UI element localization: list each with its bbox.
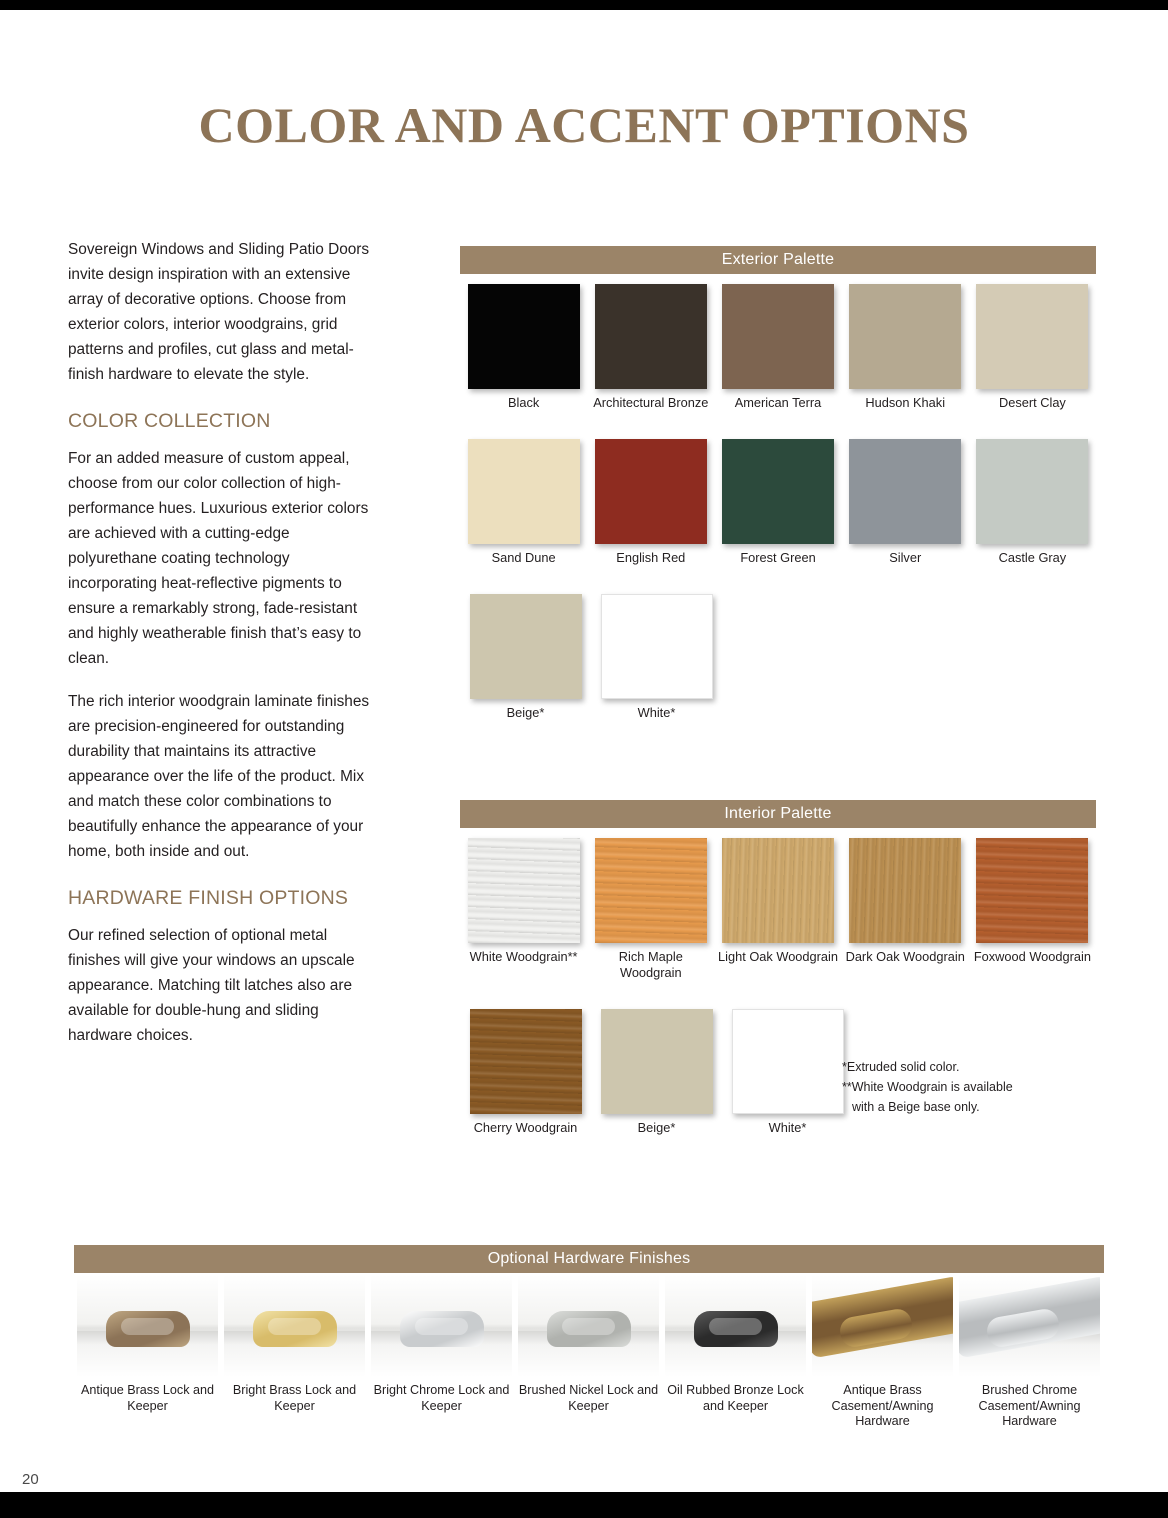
color-swatch[interactable] [601,1009,713,1114]
swatch-cell[interactable] [587,838,714,981]
hardware-finish-item[interactable] [809,1275,956,1430]
row-spacer [460,411,1096,429]
swatch-label: White Woodgrain** [469,949,578,964]
left-text-column [68,238,380,1067]
swatch-label: Sand Dune [491,549,556,565]
hardware-finish-heading: HARDWARE FINISH OPTIONS [68,886,349,909]
exterior-palette-title: Exterior Palette [460,246,1096,274]
hardware-finish-label: Antique Brass Lock and Keeper [80,1383,214,1413]
color-swatch[interactable] [849,439,961,544]
color-swatch[interactable] [470,594,582,699]
swatch-label: Forest Green [740,549,816,565]
swatch-label: Silver [889,549,922,565]
bottom-black-bar [0,1492,1168,1518]
swatch-cell[interactable] [714,284,841,411]
color-swatch[interactable] [976,838,1088,943]
swatch-cell[interactable] [460,284,587,411]
exterior-palette-panel [460,246,1096,739]
row-spacer [460,566,1096,584]
swatch-cell[interactable] [714,439,841,566]
lock-and-keeper [106,1311,190,1347]
swatch-row [460,838,1096,981]
swatch-label: Foxwood Woodgrain [973,949,1091,964]
swatch-label: Cherry Woodgrain [473,1119,578,1135]
swatch-cell[interactable] [460,1009,591,1136]
hardware-finish-paragraph: Our refined selection of optional metal finishes will give your windows an upscale appearance. Matching tilt latches also are available for double-hung and sliding hardware choices. [68,927,355,1044]
swatch-row [460,594,1096,721]
swatch-cell[interactable] [591,594,722,721]
swatch-label: Beige* [637,1119,676,1135]
swatch-cell[interactable] [842,838,969,981]
hardware-finish-image [224,1275,365,1377]
row-spacer [460,721,1096,739]
intro-paragraph: Sovereign Windows and Sliding Patio Doors invite design inspiration with an extensive array of decorative options. Choose from exterior colors, interior woodgrains, grid patterns and profiles, cut glass and metal-finish hardware to elevate the style. [68,241,370,383]
swatch-cell[interactable] [460,594,591,721]
swatch-label: Beige* [506,704,545,720]
color-swatch[interactable] [468,439,580,544]
hardware-finish-image [665,1275,806,1377]
palette-footnotes [842,1058,1072,1118]
row-spacer [460,1136,1096,1154]
hardware-finish-label: Brushed Nickel Lock and Keeper [518,1383,659,1413]
swatch-label: English Red [616,549,686,565]
color-swatch[interactable] [732,1009,844,1114]
swatch-label: Black [507,395,540,410]
interior-palette-title: Interior Palette [460,800,1096,828]
hardware-panel [74,1245,1104,1430]
color-swatch[interactable] [468,838,580,943]
swatch-cell[interactable] [460,439,587,566]
hardware-finish-image [518,1275,659,1377]
swatch-label: Dark Oak Woodgrain [845,949,965,964]
color-swatch[interactable] [595,838,707,943]
hardware-finish-label: Oil Rubbed Bronze Lock and Keeper [667,1383,804,1413]
swatch-row [460,439,1096,566]
hardware-finish-item[interactable] [515,1275,662,1430]
color-swatch[interactable] [849,284,961,389]
swatch-label: American Terra [734,395,822,410]
swatch-cell[interactable] [591,1009,722,1136]
hardware-finish-label: Bright Chrome Lock and Keeper [373,1383,510,1413]
color-swatch[interactable] [601,594,713,699]
hardware-finish-image [371,1275,512,1377]
color-swatch[interactable] [595,439,707,544]
swatch-cell[interactable] [714,838,841,981]
hardware-finish-image [812,1275,953,1377]
swatch-cell[interactable] [587,439,714,566]
hardware-panel-title: Optional Hardware Finishes [74,1245,1104,1273]
swatch-cell[interactable] [842,284,969,411]
swatch-cell[interactable] [842,439,969,566]
hardware-finish-item[interactable] [221,1275,368,1430]
hardware-finish-label: Brushed Chrome Casement/Awning Hardware [978,1383,1081,1429]
hardware-finish-item[interactable] [662,1275,809,1430]
color-swatch[interactable] [595,284,707,389]
hardware-finish-label: Bright Brass Lock and Keeper [232,1383,357,1413]
top-black-bar [0,0,1168,10]
color-collection-heading: COLOR COLLECTION [68,409,271,432]
swatch-label: Light Oak Woodgrain [718,949,838,964]
hardware-finish-image [959,1275,1100,1377]
lock-and-keeper [547,1311,631,1347]
hardware-finish-label: Antique Brass Casement/Awning Hardware [831,1383,934,1429]
color-swatch[interactable] [976,284,1088,389]
color-swatch[interactable] [849,838,961,943]
footnote-1: *Extruded solid color. [842,1060,960,1074]
swatch-cell[interactable] [969,284,1096,411]
swatch-label: White* [768,1119,807,1135]
swatch-label: Rich Maple Woodgrain [618,949,683,980]
color-swatch[interactable] [468,284,580,389]
hardware-finish-item[interactable] [956,1275,1103,1430]
page-number: 20 [22,1471,39,1488]
swatch-label: Castle Gray [998,549,1067,565]
hardware-finish-image [77,1275,218,1377]
swatch-cell[interactable] [587,284,714,411]
color-swatch[interactable] [722,838,834,943]
color-collection-paragraph-1: For an added measure of custom appeal, choose from our color collection of high-performance hues. Luxurious exterior colors are achieved with a cutting-edge polyurethane coating technology incorporating heat-reflective pigments to ensure a remarkably strong, fade-resistant and highly weatherable finish that’s easy to clean. [68,450,369,667]
lock-and-keeper [253,1311,337,1347]
swatch-label: Hudson Khaki [865,395,946,410]
hardware-finish-item[interactable] [368,1275,515,1430]
swatch-cell[interactable] [722,1009,853,1136]
color-swatch[interactable] [722,439,834,544]
page-title: COLOR AND ACCENT OPTIONS [198,97,970,153]
color-swatch[interactable] [976,439,1088,544]
hardware-finish-item[interactable] [74,1275,221,1430]
swatch-cell[interactable] [460,838,587,981]
footnote-3: with a Beige base only. [852,1100,980,1115]
row-spacer [460,981,1096,999]
footnote-2: **White Woodgrain is available [842,1080,1013,1095]
swatch-cell[interactable] [969,439,1096,566]
swatch-label: Architectural Bronze [593,395,709,410]
color-swatch[interactable] [722,284,834,389]
color-swatch[interactable] [470,1009,582,1114]
swatch-cell[interactable] [969,838,1096,981]
swatch-label: Desert Clay [998,395,1066,410]
lock-and-keeper [400,1311,484,1347]
lock-and-keeper [694,1311,778,1347]
color-collection-paragraph-2: The rich interior woodgrain laminate finishes are precision-engineered for outstanding durability that maintains its attractive appearance over the life of the product. Mix and match these color combinations to beautifully enhance the appearance of your home, both inside and out. [68,692,370,860]
swatch-label: White* [637,704,676,720]
swatch-row [460,284,1096,411]
